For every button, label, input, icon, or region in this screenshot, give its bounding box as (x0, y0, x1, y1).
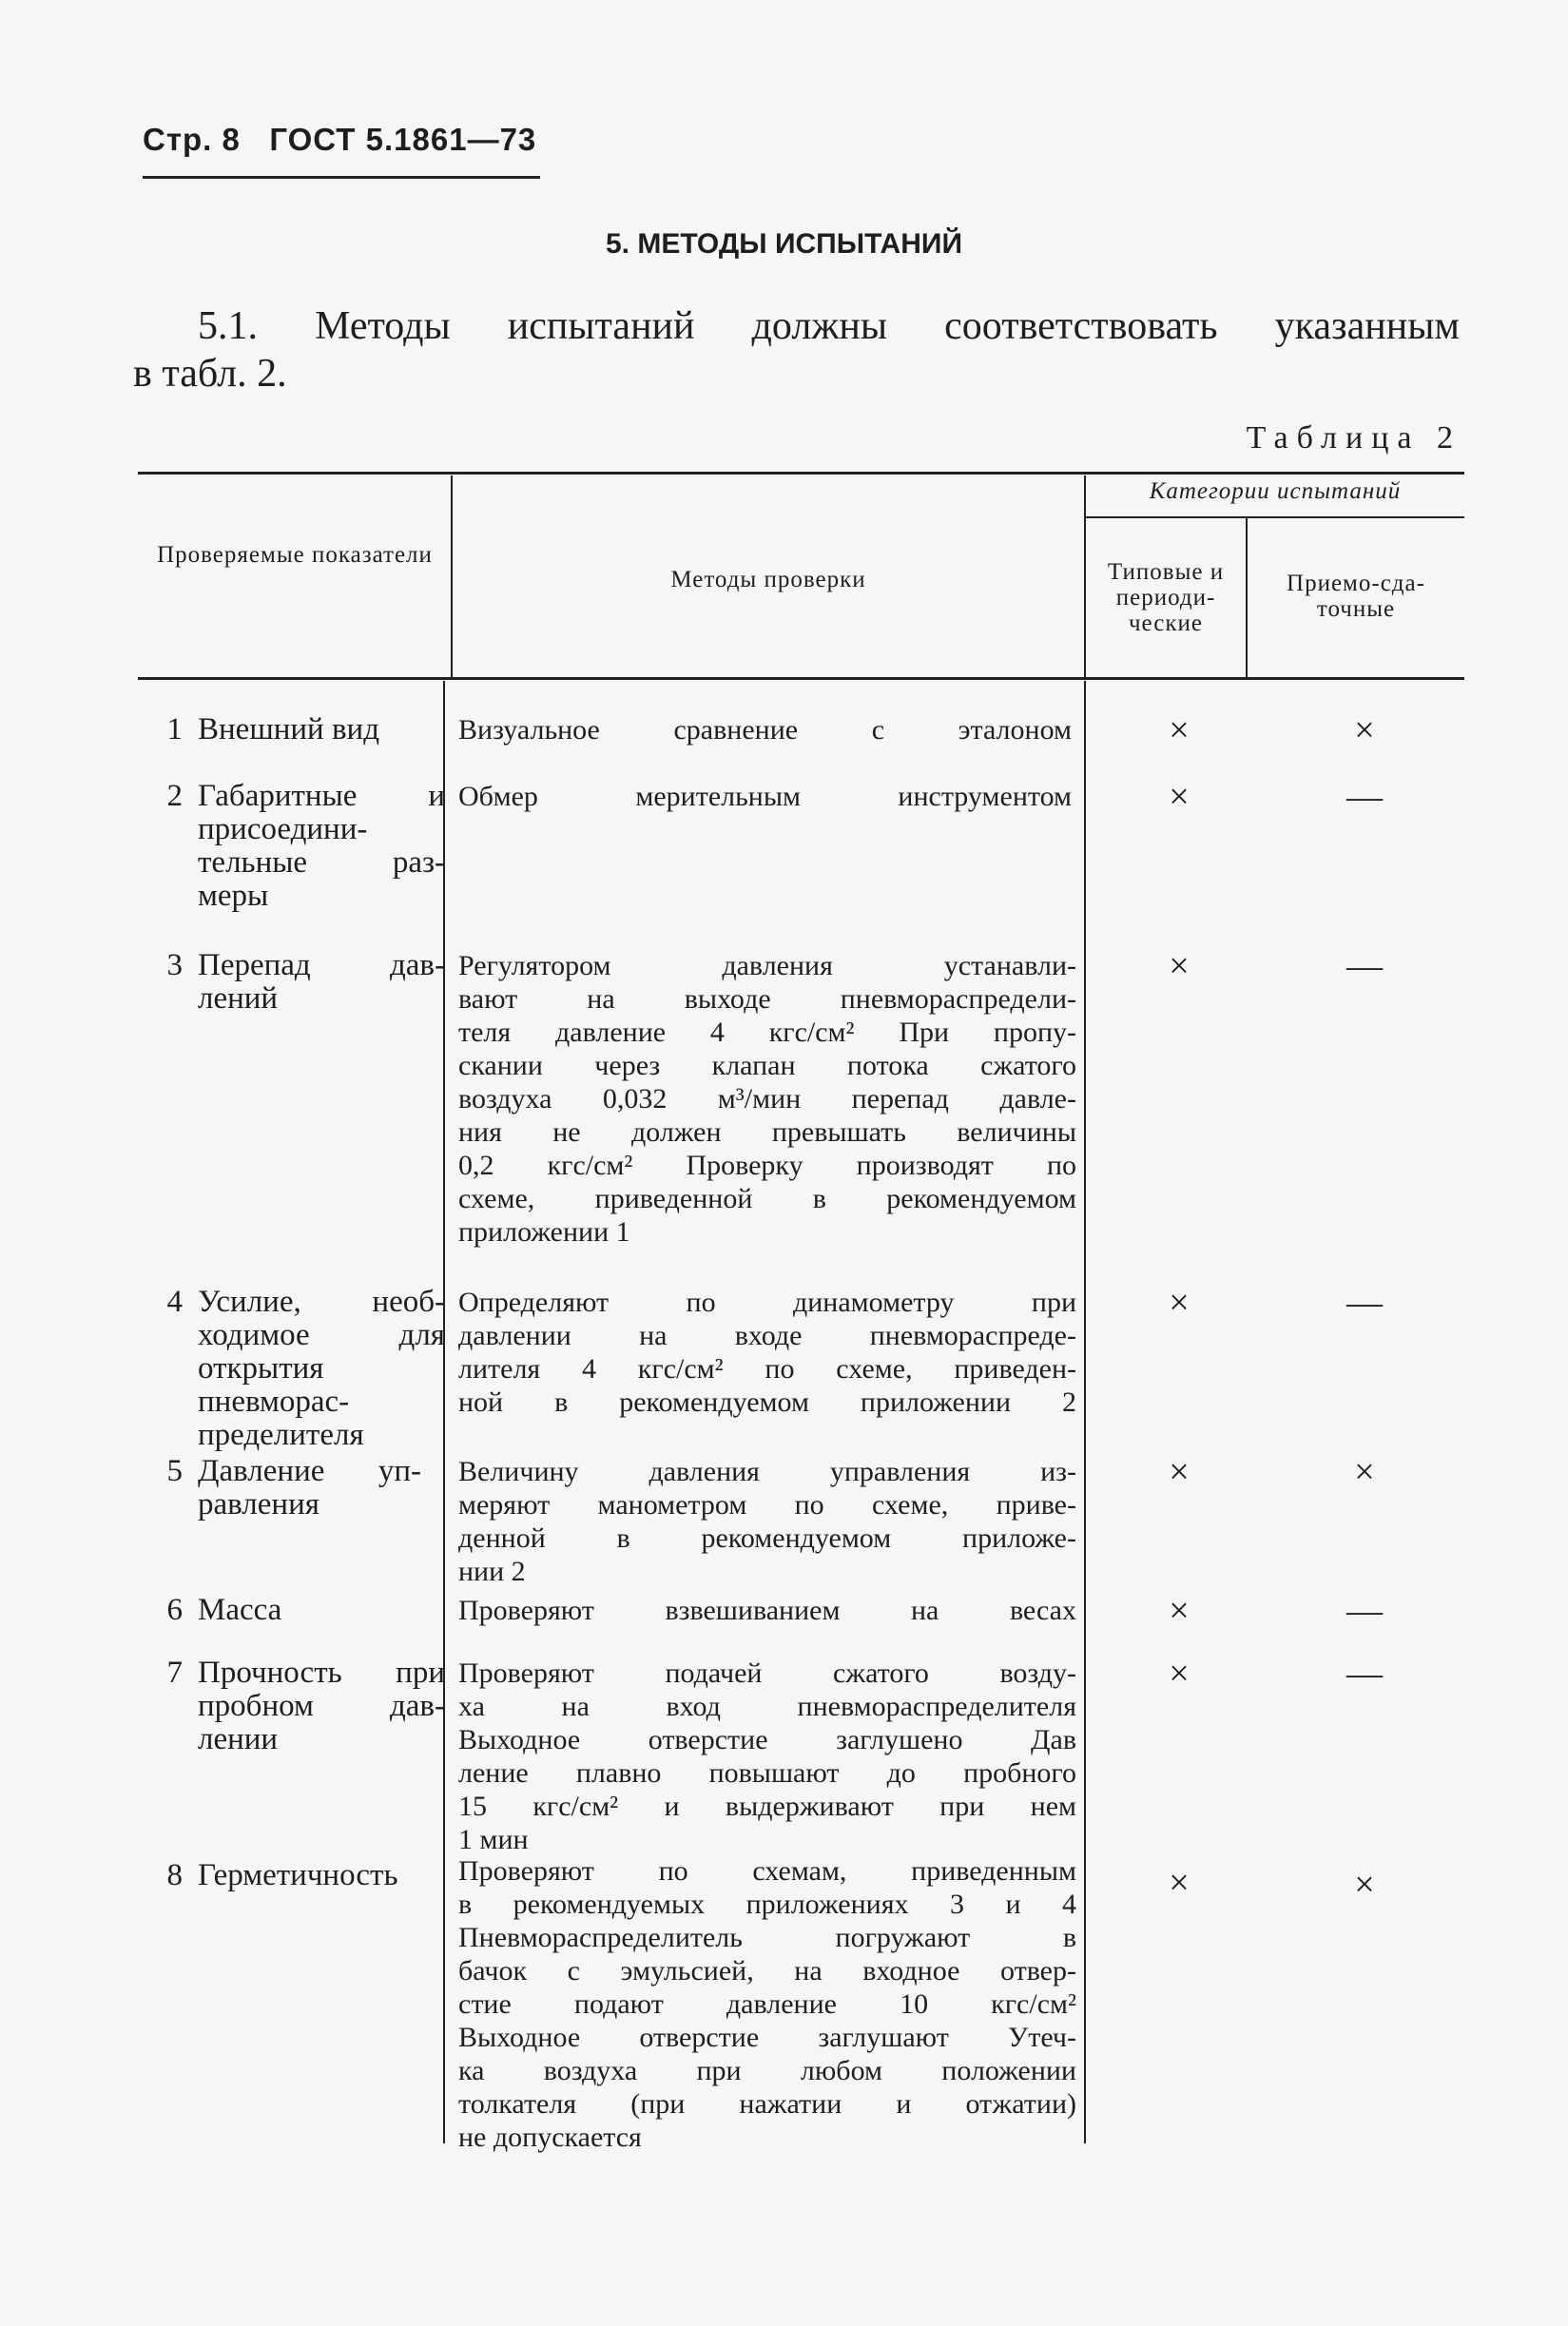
header-method: Методы проверки (670, 567, 866, 592)
row-number: 3 (166, 948, 183, 982)
mark-type-periodic: × (1169, 1863, 1190, 1903)
row-number: 4 (166, 1285, 183, 1319)
mark-type-periodic: × (1169, 1591, 1190, 1631)
mark-acceptance: — (1346, 1591, 1383, 1631)
mark-type-periodic: × (1169, 777, 1190, 817)
standard-code: ГОСТ 5.1861—73 (269, 122, 537, 157)
row-method: Проверяют по схемам, приведенным в рекомендуемых приложениях 3 и 4 Пневмораспределитель погружают в бачок с эмульсией, на входное отвер- стие подают давление 10 кгс/см² Выходное отверстие заглушают Утеч- ка воздуха при любом положении толкателя (при нажатии и отжатии) не допускается (458, 1855, 1076, 2153)
row-method: Определяют по динамометру при давлении на входе пневмораспреде- лителя 4 кгс/см² по схеме, приведен- ной в рекомендуемом приложении 2 (458, 1287, 1076, 1418)
category-rule (1086, 516, 1464, 518)
page-header (143, 122, 536, 158)
row-number: 6 (166, 1593, 183, 1627)
row-number: 7 (166, 1656, 183, 1690)
intro-paragraph (133, 302, 1460, 397)
mark-type-periodic: × (1169, 1283, 1190, 1323)
row-number: 5 (166, 1454, 183, 1488)
intro-line-1: 5.1. Методы испытаний должны соответствовать указанным (198, 304, 1460, 348)
row-method: Проверяют взвешиванием на весах (458, 1595, 1076, 1626)
table-top-rule (138, 472, 1464, 475)
row-indicator: Давление уп- равления (198, 1454, 421, 1522)
row-number: 1 (166, 712, 183, 746)
mark-type-periodic: × (1169, 1654, 1190, 1694)
header-type-periodic: Типовые и периоди-ческие (1107, 559, 1225, 636)
header-acceptance: Приемо-сда-точные (1287, 571, 1425, 622)
row-number: 8 (166, 1858, 183, 1892)
mark-type-periodic: × (1169, 1452, 1190, 1492)
mark-acceptance: — (1346, 1283, 1383, 1323)
mark-acceptance: — (1346, 1654, 1383, 1694)
row-indicator: Герметичность (198, 1858, 398, 1892)
table-header-rule (138, 677, 1464, 680)
row-indicator: Внешний вид (198, 712, 379, 746)
row-indicator: Перепад дав- лений (198, 948, 445, 1016)
page-label: Стр. 8 (143, 122, 241, 157)
body-divider-2 (1084, 681, 1086, 2143)
header-categories: Категории испытаний (1149, 478, 1402, 504)
row-method: Величину давления управления из- меряют манометром по схеме, приве- денной в рекомендуемом приложе- нии 2 (458, 1456, 1076, 1587)
row-number: 2 (166, 779, 183, 813)
header-indicator: Проверяемые показатели (157, 542, 433, 568)
mark-acceptance: × (1354, 710, 1375, 750)
row-indicator: Масса (198, 1593, 282, 1627)
mark-type-periodic: × (1169, 710, 1190, 750)
section-title: 5. МЕТОДЫ ИСПЫТАНИЙ (606, 228, 962, 260)
mark-acceptance: × (1354, 1865, 1375, 1905)
mark-acceptance: — (1346, 777, 1383, 817)
row-indicator: Габаритные и присоедини- тельные раз- меры (198, 779, 445, 913)
row-method: Визуальное сравнение с эталоном (458, 714, 1072, 746)
mark-type-periodic: × (1169, 946, 1190, 986)
header-rule (143, 176, 540, 179)
row-method: Регулятором давления устанавли- вают на выходе пневмораспредели- теля давление 4 кгс/см² При пропу- скании через клапан потока сжатого воздуха 0,032 м³/мин перепад давле- ния не должен превышать величины 0,2 кгс/см² Проверку производят по схеме, приведенной в рекомендуемом приложении 1 (458, 950, 1076, 1248)
mark-acceptance: — (1346, 946, 1383, 986)
table-caption: Таблица 2 (1246, 420, 1462, 456)
intro-line-2: в табл. 2. (133, 352, 287, 396)
row-indicator: Прочность при пробном дав- лении (198, 1656, 445, 1756)
row-method: Обмер мерительным инструментом (458, 781, 1072, 812)
row-method: Проверяют подачей сжатого возду- ха на вход пневмораспределителя Выходное отверстие заглушено Дав ление плавно повышают до пробного 15 кгс/см² и выдерживают при нем 1 мин (458, 1657, 1076, 1855)
row-indicator: Усилие, необ- ходимое для открытия пневморас- пределителя (198, 1285, 445, 1452)
mark-acceptance: × (1354, 1452, 1375, 1492)
